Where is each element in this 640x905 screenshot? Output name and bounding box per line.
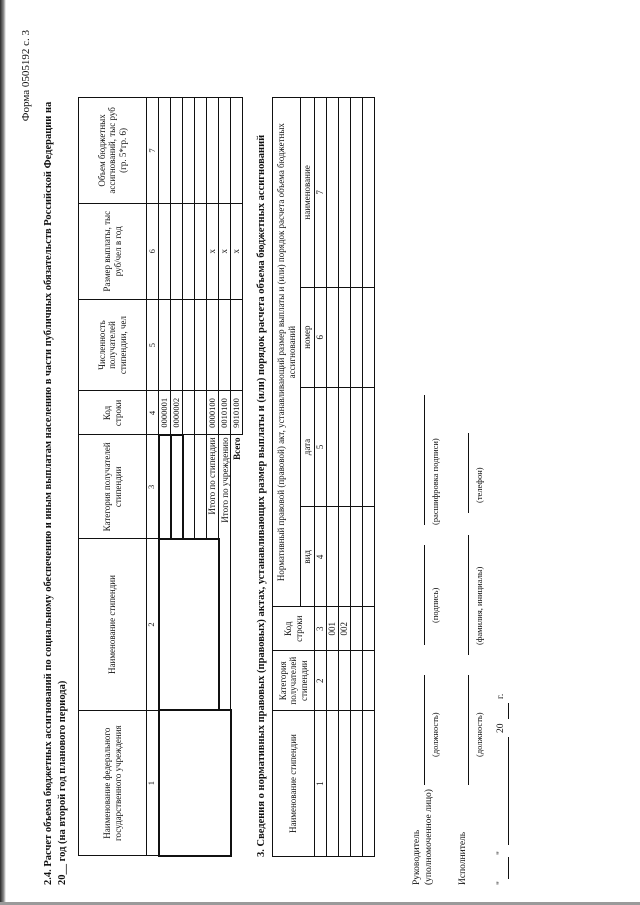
col-number: 4 (147, 391, 159, 435)
header-row-code: Код строки (273, 607, 315, 651)
x-mark: x (207, 203, 219, 299)
count-cell[interactable] (183, 299, 195, 391)
header-recipient-category: Категория получателей стипендии (79, 435, 147, 539)
row-code: 0000100 (207, 391, 219, 435)
row-code[interactable] (183, 391, 195, 435)
row-code: 0010100 (219, 391, 231, 435)
row-code: 9010100 (231, 391, 243, 435)
date-year-line[interactable] (508, 703, 509, 719)
stipend-name-cell[interactable] (159, 539, 219, 711)
executor-fio-caption: (фамилия, инициалы) (474, 566, 484, 645)
executor-phone-line[interactable] (468, 433, 469, 513)
executor-phone-caption: (телефон) (474, 467, 484, 503)
x-mark: x (219, 203, 231, 299)
act-number-cell[interactable] (327, 287, 339, 387)
row-code[interactable] (351, 607, 363, 651)
payment-cell[interactable] (183, 203, 195, 299)
col-number: 6 (315, 287, 327, 387)
executor-label: Исполнитель (458, 831, 468, 885)
header-act-number: номер (301, 287, 315, 387)
row-code: 002 (339, 607, 351, 651)
volume-cell[interactable] (207, 98, 219, 204)
form-sheet (20, 30, 620, 885)
act-title-cell[interactable] (339, 98, 351, 288)
count-cell[interactable] (207, 299, 219, 391)
header-row (273, 98, 301, 857)
executor-position-line[interactable] (468, 675, 469, 785)
institution-cell[interactable] (159, 710, 231, 856)
x-mark: x (231, 203, 243, 299)
section-title: 2.4. Расчет объема бюджетных ассигнований по социальному обеспечению и иным выплатам населению в части публичных обязательств Российской Федерации на 20__ год (на второй год планового периода) (43, 101, 68, 885)
col-number: 7 (147, 98, 159, 204)
col-number: 1 (315, 711, 327, 857)
table-row (363, 98, 375, 857)
stipend-name-cell[interactable] (339, 711, 351, 857)
header-act-kind: вид (301, 507, 315, 607)
header-institution: Наименование федерального государственного учреждения (79, 710, 147, 856)
count-cell[interactable] (159, 299, 171, 391)
act-number-cell[interactable] (351, 287, 363, 387)
row-code: 001 (327, 607, 339, 651)
volume-cell[interactable] (159, 98, 171, 204)
count-cell[interactable] (171, 299, 183, 391)
row-code[interactable] (195, 391, 207, 435)
col-number: 2 (147, 539, 159, 711)
payment-cell[interactable] (159, 203, 171, 299)
header-legal-act: Нормативный правовой (правовой) акт, устанавливающий размер выплаты и (или) порядок расчета объема бюджетных ассигнований (273, 98, 301, 607)
col-number: 5 (315, 387, 327, 507)
row-code: 0000002 (171, 391, 183, 435)
header-act-date: дата (301, 387, 315, 507)
act-title-cell[interactable] (327, 98, 339, 288)
header-row-code: Код строки (79, 391, 147, 435)
date-day-line[interactable] (508, 857, 509, 879)
act-number-cell[interactable] (339, 287, 351, 387)
head-decoding-line[interactable] (424, 395, 425, 525)
legal-acts-table (272, 97, 375, 857)
col-number: 1 (147, 710, 159, 856)
table-row (327, 98, 339, 857)
volume-cell[interactable] (183, 98, 195, 204)
volume-cell[interactable] (195, 98, 207, 204)
form-code: Форма 0505192 с. 3 (20, 30, 32, 122)
act-kind-cell[interactable] (351, 507, 363, 607)
head-signature-caption: (подпись) (430, 587, 440, 623)
act-date-cell[interactable] (363, 387, 375, 507)
act-kind-cell[interactable] (363, 507, 375, 607)
executor-fio-line[interactable] (468, 535, 469, 655)
head-signature-line[interactable] (424, 545, 425, 645)
count-cell[interactable] (219, 299, 231, 391)
date-year-prefix: 20 (496, 723, 506, 733)
act-date-cell[interactable] (327, 387, 339, 507)
act-title-cell[interactable] (351, 98, 363, 288)
col-number: 5 (147, 299, 159, 391)
act-kind-cell[interactable] (339, 507, 351, 607)
executor-position-caption: (должность) (474, 712, 484, 757)
act-title-cell[interactable] (363, 98, 375, 288)
volume-cell[interactable] (231, 98, 243, 204)
date-year-suffix: г. (496, 693, 506, 699)
column-number-row (147, 98, 159, 857)
stipend-name-cell[interactable] (327, 711, 339, 857)
header-recipient-count: Численность получателей стипендии, чел (79, 299, 147, 391)
calculation-table (78, 97, 243, 857)
header-act-title: наименование (301, 98, 315, 288)
date-close-quote: " (496, 851, 506, 855)
category-cell[interactable] (183, 435, 195, 539)
act-date-cell[interactable] (339, 387, 351, 507)
count-cell[interactable] (231, 299, 243, 391)
payment-cell[interactable] (195, 203, 207, 299)
col-number: 2 (315, 651, 327, 711)
stipend-name-cell[interactable] (363, 711, 375, 857)
head-decoding-caption: (расшифровка подписи) (430, 438, 440, 525)
category-cell[interactable] (195, 435, 207, 539)
row-code: 0000001 (159, 391, 171, 435)
table-row (339, 98, 351, 857)
row-code[interactable] (363, 607, 375, 651)
header-stipend-name: Наименование стипендии (79, 539, 147, 711)
subtotal-institution-label: Итого по учреждению (219, 435, 231, 710)
header-allocation-volume: Объем бюджетных ассигнований, тыс руб (гр. 5*гр. 6) (79, 98, 147, 204)
header-recipient-category: Категория получателей стипендии (273, 651, 315, 711)
table-row (159, 98, 171, 857)
header-row (79, 98, 147, 857)
header-payment-size: Размер выплаты, тыс руб/чел в год (79, 203, 147, 299)
col-number: 3 (315, 607, 327, 651)
volume-cell[interactable] (219, 98, 231, 204)
col-number: 3 (147, 435, 159, 539)
total-row (231, 98, 243, 857)
payment-cell[interactable] (171, 203, 183, 299)
act-number-cell[interactable] (363, 287, 375, 387)
date-open-quote: " (496, 881, 506, 885)
head-sublabel: (уполномоченное лицо) (424, 789, 434, 885)
category-cell[interactable] (351, 651, 363, 711)
head-label: Руководитель (412, 829, 422, 885)
act-kind-cell[interactable] (327, 507, 339, 607)
section3-title: 3. Сведения о нормативных правовых (правовых) актах, устанавливающих размер выплаты и (или) порядок расчета объема бюджетных ассигнований (256, 134, 267, 857)
head-position-line[interactable] (424, 675, 425, 785)
col-number: 7 (315, 98, 327, 288)
category-cell[interactable] (363, 651, 375, 711)
subtotal-stipend-label: Итого по стипендии (207, 435, 219, 539)
stipend-name-cell[interactable] (351, 711, 363, 857)
category-cell[interactable] (171, 435, 183, 539)
count-cell[interactable] (195, 299, 207, 391)
table-row (351, 98, 363, 857)
act-date-cell[interactable] (351, 387, 363, 507)
header-stipend-name: Наименование стипендии (273, 711, 315, 857)
col-number: 6 (147, 203, 159, 299)
category-cell[interactable] (327, 651, 339, 711)
category-cell[interactable] (159, 435, 171, 539)
category-cell[interactable] (339, 651, 351, 711)
head-position-caption: (должность) (430, 712, 440, 757)
date-month-line[interactable] (508, 737, 509, 845)
col-number: 4 (315, 507, 327, 607)
volume-cell[interactable] (171, 98, 183, 204)
total-label: Всего (231, 437, 242, 460)
column-number-row (315, 98, 327, 857)
scan-edge-left (0, 0, 6, 905)
